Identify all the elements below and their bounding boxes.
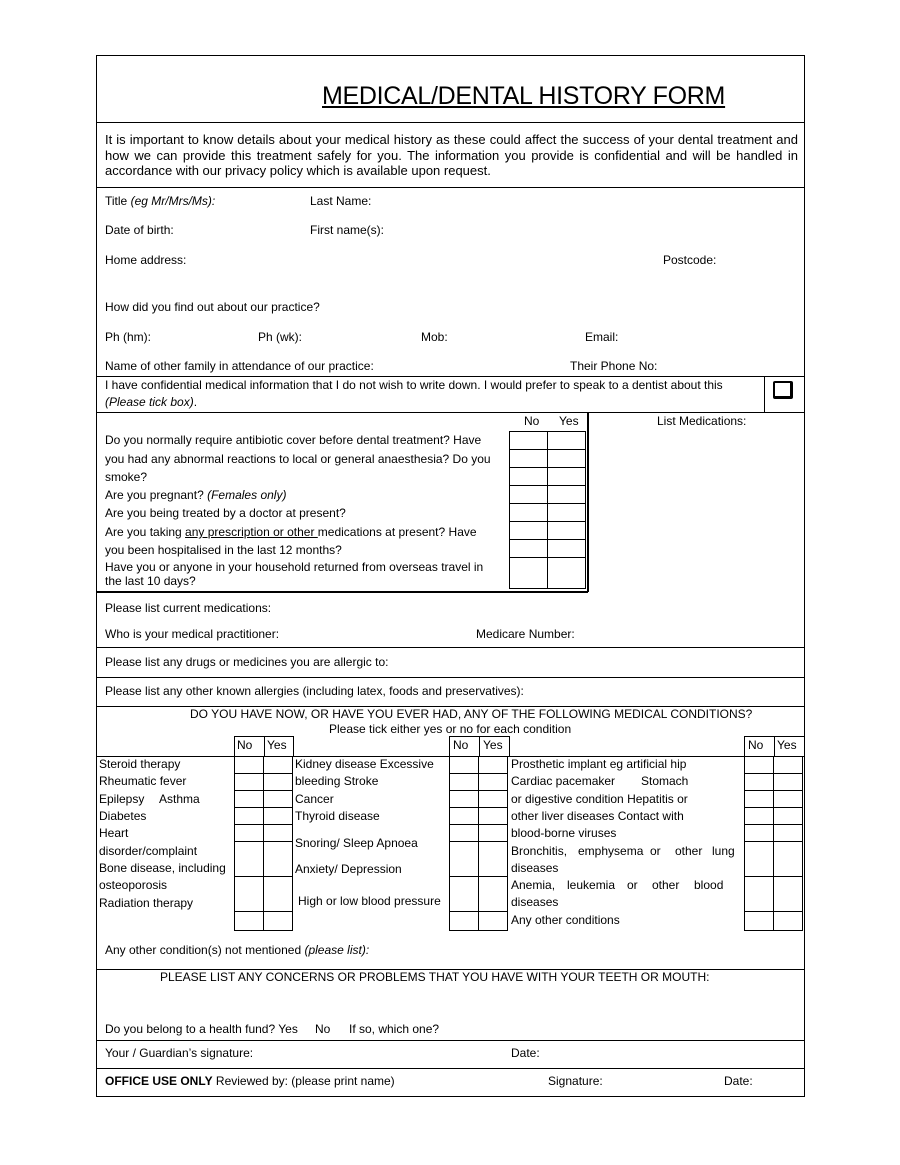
condition-label: Thyroid disease (295, 809, 380, 823)
yes-checkbox[interactable] (479, 842, 508, 877)
condition-label: Prosthetic implant eg artificial hip (511, 757, 687, 771)
question-taking: Are you taking any prescription or other medications at present? Have (105, 525, 477, 539)
yes-checkbox[interactable] (264, 877, 293, 912)
no-header: No (524, 414, 540, 428)
yes-checkbox[interactable] (548, 522, 586, 540)
question-travel: the last 10 days? (105, 574, 196, 588)
yes-checkbox[interactable] (264, 842, 293, 877)
medical-dental-form (96, 55, 805, 1097)
no-checkbox[interactable] (235, 825, 264, 842)
practitioner-label[interactable]: Who is your medical practitioner: (105, 627, 280, 641)
other-allergy-label[interactable]: Please list any other known allergies (including latex, foods and preservatives): (105, 684, 524, 698)
yes-checkbox[interactable] (548, 504, 586, 522)
other-conditions-label[interactable]: Any other condition(s) not mentioned (please list): (105, 943, 370, 957)
yes-checkbox[interactable] (479, 912, 508, 931)
condition-label: Rheumatic fever (99, 774, 187, 788)
conditions-heading: DO YOU HAVE NOW, OR HAVE YOU EVER HAD, ANY OF THE FOLLOWING MEDICAL CONDITIONS? (190, 707, 753, 721)
condition-label: other liver diseases Contact with (511, 809, 684, 823)
no-checkbox[interactable] (235, 912, 264, 931)
condition-label: Anemia, (511, 878, 556, 892)
no-checkbox[interactable] (510, 432, 548, 450)
yes-checkbox[interactable] (548, 468, 586, 486)
health-fund-no[interactable]: No (315, 1022, 331, 1036)
no-checkbox[interactable] (235, 842, 264, 877)
postcode-label[interactable]: Postcode: (663, 253, 717, 267)
condition-label: diseases (511, 895, 559, 909)
no-header: No (748, 738, 764, 752)
divider (774, 736, 775, 756)
condition-label: Kidney disease Excessive (295, 757, 434, 771)
yes-checkbox[interactable] (264, 912, 293, 931)
confidential-checkbox[interactable] (773, 381, 793, 399)
yes-checkbox[interactable] (479, 791, 508, 808)
list-medications-label: List Medications: (657, 414, 747, 428)
no-checkbox[interactable] (450, 825, 479, 842)
email-label[interactable]: Email: (585, 330, 619, 344)
condition-label: Heart (99, 826, 129, 840)
no-checkbox[interactable] (450, 877, 479, 912)
yes-checkbox[interactable] (548, 486, 586, 504)
no-checkbox[interactable] (510, 450, 548, 468)
condition-label: Epilepsy (99, 792, 145, 806)
divider (97, 376, 804, 377)
condition-label: Diabetes (99, 809, 147, 823)
first-name-label[interactable]: First name(s): (310, 223, 385, 237)
family-label[interactable]: Name of other family in attendance of our practice: (105, 359, 374, 373)
ph-hm-label[interactable]: Ph (hm): (105, 330, 152, 344)
date-label[interactable]: Date: (511, 1046, 540, 1060)
no-checkbox[interactable] (745, 912, 774, 931)
office-signature-label[interactable]: Signature: (548, 1074, 603, 1088)
condition-label: or digestive condition Hepatitis or (511, 792, 688, 806)
yes-checkbox[interactable] (774, 774, 803, 791)
divider (97, 122, 804, 123)
dob-label[interactable]: Date of birth: (105, 223, 174, 237)
condition-label: Snoring/ Sleep Apnoea (295, 836, 418, 850)
no-checkbox[interactable] (510, 522, 548, 540)
no-checkbox[interactable] (745, 842, 774, 877)
last-name-label[interactable]: Last Name: (310, 194, 372, 208)
condition-label: or (627, 878, 638, 892)
condition-label: Stomach (641, 774, 689, 788)
no-checkbox[interactable] (745, 808, 774, 825)
no-checkbox[interactable] (450, 774, 479, 791)
home-address-label[interactable]: Home address: (105, 253, 187, 267)
condition-label: diseases (511, 861, 559, 875)
drug-allergy-label[interactable]: Please list any drugs or medicines you are allergic to: (105, 655, 389, 669)
divider (97, 647, 804, 648)
condition-label: bleeding Stroke (295, 774, 379, 788)
no-header: No (237, 738, 253, 752)
divider (234, 736, 235, 756)
yes-checkbox[interactable] (774, 877, 803, 912)
condition-label: Bone disease, including (99, 861, 226, 875)
no-checkbox[interactable] (510, 558, 548, 589)
their-phone-label[interactable]: Their Phone No: (570, 359, 658, 373)
question-line: smoke? (105, 470, 148, 484)
divider (449, 736, 450, 756)
yes-checkbox[interactable] (548, 558, 586, 589)
yes-header: Yes (777, 738, 797, 752)
no-checkbox[interactable] (450, 808, 479, 825)
yes-checkbox[interactable] (264, 791, 293, 808)
no-checkbox[interactable] (510, 504, 548, 522)
condition-label: or (650, 844, 661, 858)
divider (97, 187, 804, 188)
divider (97, 591, 588, 593)
no-checkbox[interactable] (450, 791, 479, 808)
no-checkbox[interactable] (510, 540, 548, 558)
condition-label: other (675, 844, 703, 858)
no-checkbox[interactable] (235, 757, 264, 774)
question-pregnant: Are you pregnant? (Females only) (105, 488, 287, 502)
condition-label: Anxiety/ Depression (295, 862, 402, 876)
question-checkbox-grid[interactable] (509, 431, 586, 589)
yes-checkbox[interactable] (264, 757, 293, 774)
divider (509, 736, 510, 756)
yes-checkbox[interactable] (774, 912, 803, 931)
condition-label: osteoporosis (99, 878, 168, 892)
yes-checkbox[interactable] (479, 825, 508, 842)
no-checkbox[interactable] (510, 486, 548, 504)
confidential-text: I have confidential medical information that I do not wish to write down. I would prefer to speak to a dentist about this (105, 378, 723, 392)
office-date-label[interactable]: Date: (724, 1074, 753, 1088)
condition-label: Radiation therapy (99, 896, 194, 910)
office-use-row: OFFICE USE ONLY Reviewed by: (please print name) (105, 1074, 395, 1088)
health-fund-label[interactable]: Do you belong to a health fund? Yes (105, 1022, 298, 1036)
signature-label[interactable]: Your / Guardian’s signature: (105, 1046, 254, 1060)
divider (744, 736, 745, 756)
conditions-subheading: Please tick either yes or no for each condition (329, 722, 572, 736)
condition-label: Cancer (295, 792, 334, 806)
divider (97, 1068, 804, 1069)
yes-checkbox[interactable] (548, 432, 586, 450)
concerns-heading: PLEASE LIST ANY CONCERNS OR PROBLEMS THAT YOU HAVE WITH YOUR TEETH OR MOUTH: (160, 970, 710, 984)
yes-checkbox[interactable] (264, 808, 293, 825)
divider (764, 376, 765, 412)
title-field-label[interactable]: Title (eg Mr/Mrs/Ms): (105, 194, 216, 208)
no-checkbox[interactable] (235, 808, 264, 825)
no-checkbox[interactable] (745, 877, 774, 912)
condition-label: other (652, 878, 680, 892)
found-out-label[interactable]: How did you find out about our practice? (105, 300, 320, 314)
yes-checkbox[interactable] (774, 808, 803, 825)
condition-label: High or low blood pressure (298, 894, 441, 908)
question-doctor: Are you being treated by a doctor at present? (105, 506, 346, 520)
question-travel: Have you or anyone in your household returned from overseas travel in (105, 560, 484, 574)
no-checkbox[interactable] (450, 757, 479, 774)
yes-header: Yes (559, 414, 579, 428)
condition-label: Cardiac pacemaker (511, 774, 616, 788)
yes-checkbox[interactable] (264, 774, 293, 791)
yes-header: Yes (483, 738, 503, 752)
divider (479, 736, 480, 756)
no-checkbox[interactable] (745, 757, 774, 774)
no-checkbox[interactable] (450, 912, 479, 931)
health-fund-which[interactable]: If so, which one? (349, 1022, 440, 1036)
divider (293, 736, 294, 756)
yes-checkbox[interactable] (264, 825, 293, 842)
yes-checkbox[interactable] (479, 808, 508, 825)
no-checkbox[interactable] (745, 774, 774, 791)
condition-label: disorder/complaint (99, 844, 198, 858)
yes-checkbox[interactable] (774, 757, 803, 774)
no-checkbox[interactable] (235, 877, 264, 912)
ph-wk-label[interactable]: Ph (wk): (258, 330, 303, 344)
question-hospital: you been hospitalised in the last 12 months? (105, 543, 342, 557)
yes-checkbox[interactable] (479, 757, 508, 774)
no-checkbox[interactable] (235, 791, 264, 808)
question-line: Do you normally require antibiotic cover before dental treatment? Have (105, 433, 482, 447)
condition-label: lung (712, 844, 735, 858)
divider (264, 736, 265, 756)
no-checkbox[interactable] (510, 468, 548, 486)
condition-label: leukemia (567, 878, 616, 892)
medicare-label[interactable]: Medicare Number: (476, 627, 575, 641)
no-checkbox[interactable] (745, 791, 774, 808)
yes-checkbox[interactable] (774, 842, 803, 877)
condition-label: Steroid therapy (99, 757, 181, 771)
divider (97, 412, 804, 413)
condition-label: emphysema (578, 844, 644, 858)
condition-label: Bronchitis, (511, 844, 568, 858)
condition-checkbox-grid[interactable] (449, 756, 508, 931)
current-meds-label[interactable]: Please list current medications: (105, 601, 272, 615)
divider (97, 677, 804, 678)
confidential-hint: (Please tick box). (105, 395, 198, 409)
yes-checkbox[interactable] (548, 540, 586, 558)
yes-checkbox[interactable] (548, 450, 586, 468)
form-title: MEDICAL/DENTAL HISTORY FORM (322, 82, 726, 110)
condition-label: blood-borne viruses (511, 826, 617, 840)
divider (97, 1040, 804, 1041)
no-header: No (453, 738, 469, 752)
mob-label[interactable]: Mob: (421, 330, 448, 344)
condition-checkbox-grid[interactable] (234, 756, 293, 931)
yes-checkbox[interactable] (479, 877, 508, 912)
condition-label: blood (694, 878, 724, 892)
yes-checkbox[interactable] (774, 791, 803, 808)
no-checkbox[interactable] (745, 825, 774, 842)
condition-label: Any other conditions (511, 913, 620, 927)
condition-label: Asthma (159, 792, 200, 806)
yes-checkbox[interactable] (774, 825, 803, 842)
no-checkbox[interactable] (235, 774, 264, 791)
question-line: you had any abnormal reactions to local or general anaesthesia? Do you (105, 452, 491, 466)
yes-header: Yes (267, 738, 287, 752)
yes-checkbox[interactable] (479, 774, 508, 791)
no-checkbox[interactable] (450, 842, 479, 877)
divider (587, 412, 589, 592)
condition-checkbox-grid[interactable] (744, 756, 803, 931)
intro-paragraph: It is important to know details about your medical history as these could affect the success of your dental treatment and how we can provide this treatment safely for you. The information you provide is confidential and will be handled in accordance with our privacy policy which is available upon request. (105, 132, 798, 178)
